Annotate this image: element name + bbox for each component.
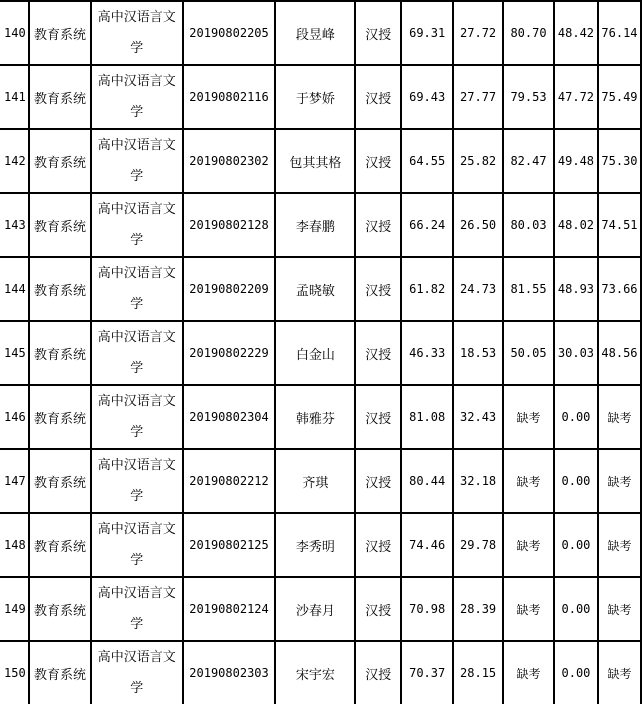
score-3-cell: 82.47	[503, 129, 554, 193]
total-score-cell: 75.49	[598, 65, 641, 129]
score-1-cell: 46.33	[401, 321, 453, 385]
score-4-cell: 48.42	[554, 1, 598, 65]
row-number: 150	[0, 641, 29, 704]
subject-cell: 高中汉语言文学	[91, 449, 183, 513]
total-score-cell: 74.51	[598, 193, 641, 257]
table-row	[0, 321, 641, 385]
teaching-language-cell: 汉授	[355, 257, 401, 321]
row-number: 147	[0, 449, 29, 513]
candidate-name-cell: 齐琪	[275, 449, 355, 513]
subject-cell: 高中汉语言文学	[91, 385, 183, 449]
candidate-name-cell: 段昱峰	[275, 1, 355, 65]
subject-cell: 高中汉语言文学	[91, 321, 183, 385]
score-1-cell: 74.46	[401, 513, 453, 577]
score-4-cell: 48.93	[554, 257, 598, 321]
candidate-id-cell: 20190802205	[183, 1, 276, 65]
row-number: 145	[0, 321, 29, 385]
table-row	[0, 449, 641, 513]
score-4-cell: 0.00	[554, 641, 598, 704]
department-cell: 教育系统	[29, 577, 91, 641]
total-score-cell: 缺考	[598, 449, 641, 513]
department-cell: 教育系统	[29, 449, 91, 513]
candidate-name-cell: 宋宇宏	[275, 641, 355, 704]
row-number: 142	[0, 129, 29, 193]
table-row	[0, 257, 641, 321]
score-1-cell: 70.37	[401, 641, 453, 704]
score-1-cell: 66.24	[401, 193, 453, 257]
score-3-cell: 缺考	[503, 513, 554, 577]
score-3-cell: 50.05	[503, 321, 554, 385]
score-1-cell: 69.43	[401, 65, 453, 129]
score-4-cell: 47.72	[554, 65, 598, 129]
score-2-cell: 27.77	[453, 65, 503, 129]
department-cell: 教育系统	[29, 257, 91, 321]
total-score-cell: 73.66	[598, 257, 641, 321]
score-2-cell: 24.73	[453, 257, 503, 321]
table-row	[0, 1, 641, 65]
row-number: 149	[0, 577, 29, 641]
score-2-cell: 29.78	[453, 513, 503, 577]
score-2-cell: 18.53	[453, 321, 503, 385]
teaching-language-cell: 汉授	[355, 321, 401, 385]
department-cell: 教育系统	[29, 129, 91, 193]
score-2-cell: 27.72	[453, 1, 503, 65]
row-number: 141	[0, 65, 29, 129]
table-row	[0, 65, 641, 129]
score-1-cell: 61.82	[401, 257, 453, 321]
score-2-cell: 26.50	[453, 193, 503, 257]
score-1-cell: 81.08	[401, 385, 453, 449]
department-cell: 教育系统	[29, 513, 91, 577]
table-row	[0, 641, 641, 704]
score-3-cell: 80.03	[503, 193, 554, 257]
subject-cell: 高中汉语言文学	[91, 193, 183, 257]
teaching-language-cell: 汉授	[355, 577, 401, 641]
teaching-language-cell: 汉授	[355, 1, 401, 65]
score-1-cell: 64.55	[401, 129, 453, 193]
total-score-cell: 76.14	[598, 1, 641, 65]
candidate-name-cell: 于梦娇	[275, 65, 355, 129]
score-3-cell: 80.70	[503, 1, 554, 65]
score-4-cell: 0.00	[554, 577, 598, 641]
candidate-name-cell: 韩雅芬	[275, 385, 355, 449]
department-cell: 教育系统	[29, 321, 91, 385]
score-1-cell: 80.44	[401, 449, 453, 513]
candidate-name-cell: 白金山	[275, 321, 355, 385]
total-score-cell: 缺考	[598, 641, 641, 704]
row-number: 146	[0, 385, 29, 449]
total-score-cell: 缺考	[598, 513, 641, 577]
department-cell: 教育系统	[29, 641, 91, 704]
subject-cell: 高中汉语言文学	[91, 513, 183, 577]
candidate-id-cell: 20190802124	[183, 577, 276, 641]
score-3-cell: 缺考	[503, 577, 554, 641]
row-number: 143	[0, 193, 29, 257]
candidate-name-cell: 李秀明	[275, 513, 355, 577]
score-1-cell: 70.98	[401, 577, 453, 641]
table-row	[0, 385, 641, 449]
table-row	[0, 193, 641, 257]
total-score-cell: 75.30	[598, 129, 641, 193]
score-2-cell: 28.39	[453, 577, 503, 641]
total-score-cell: 缺考	[598, 385, 641, 449]
score-4-cell: 0.00	[554, 385, 598, 449]
subject-cell: 高中汉语言文学	[91, 1, 183, 65]
row-number: 148	[0, 513, 29, 577]
subject-cell: 高中汉语言文学	[91, 65, 183, 129]
table-row	[0, 129, 641, 193]
teaching-language-cell: 汉授	[355, 129, 401, 193]
score-4-cell: 0.00	[554, 449, 598, 513]
subject-cell: 高中汉语言文学	[91, 257, 183, 321]
candidate-id-cell: 20190802116	[183, 65, 276, 129]
subject-cell: 高中汉语言文学	[91, 577, 183, 641]
candidate-id-cell: 20190802128	[183, 193, 276, 257]
candidate-id-cell: 20190802229	[183, 321, 276, 385]
score-3-cell: 缺考	[503, 449, 554, 513]
table-row	[0, 513, 641, 577]
candidate-name-cell: 李春鹏	[275, 193, 355, 257]
department-cell: 教育系统	[29, 1, 91, 65]
candidate-id-cell: 20190802209	[183, 257, 276, 321]
teaching-language-cell: 汉授	[355, 385, 401, 449]
candidate-id-cell: 20190802302	[183, 129, 276, 193]
score-4-cell: 0.00	[554, 513, 598, 577]
teaching-language-cell: 汉授	[355, 449, 401, 513]
teaching-language-cell: 汉授	[355, 513, 401, 577]
teaching-language-cell: 汉授	[355, 193, 401, 257]
candidate-id-cell: 20190802304	[183, 385, 276, 449]
subject-cell: 高中汉语言文学	[91, 641, 183, 704]
total-score-cell: 缺考	[598, 577, 641, 641]
score-4-cell: 30.03	[554, 321, 598, 385]
total-score-cell: 48.56	[598, 321, 641, 385]
teaching-language-cell: 汉授	[355, 641, 401, 704]
score-2-cell: 32.18	[453, 449, 503, 513]
score-2-cell: 28.15	[453, 641, 503, 704]
row-number: 144	[0, 257, 29, 321]
department-cell: 教育系统	[29, 385, 91, 449]
candidate-id-cell: 20190802212	[183, 449, 276, 513]
subject-cell: 高中汉语言文学	[91, 129, 183, 193]
score-3-cell: 81.55	[503, 257, 554, 321]
row-number: 140	[0, 1, 29, 65]
score-2-cell: 32.43	[453, 385, 503, 449]
department-cell: 教育系统	[29, 65, 91, 129]
score-3-cell: 缺考	[503, 385, 554, 449]
teaching-language-cell: 汉授	[355, 65, 401, 129]
score-4-cell: 49.48	[554, 129, 598, 193]
score-1-cell: 69.31	[401, 1, 453, 65]
score-3-cell: 79.53	[503, 65, 554, 129]
department-cell: 教育系统	[29, 193, 91, 257]
score-4-cell: 48.02	[554, 193, 598, 257]
table-row	[0, 577, 641, 641]
candidate-id-cell: 20190802125	[183, 513, 276, 577]
candidate-name-cell: 包其其格	[275, 129, 355, 193]
score-3-cell: 缺考	[503, 641, 554, 704]
candidate-id-cell: 20190802303	[183, 641, 276, 704]
candidate-name-cell: 沙春月	[275, 577, 355, 641]
score-2-cell: 25.82	[453, 129, 503, 193]
candidate-name-cell: 孟晓敏	[275, 257, 355, 321]
